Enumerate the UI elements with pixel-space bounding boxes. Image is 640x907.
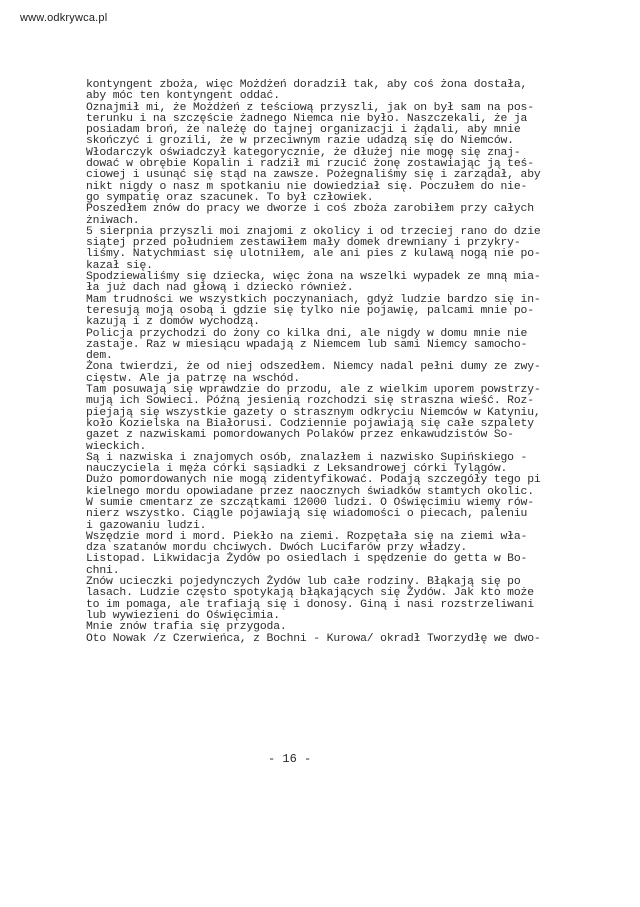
- text-line: dować w obrębie Kopalin i radził mi rzucić żonę zostawiając ją teś-: [86, 158, 534, 171]
- text-line: dza szatanów mordu chciwych. Dwóch Lucifarów przy władzy.: [86, 542, 468, 555]
- text-line: wieckich.: [86, 440, 147, 453]
- text-line: Mam trudności we wszystkich poczynaniach, gdyż ludzie bardzo się in-: [86, 293, 541, 306]
- text-line: gazet z nazwiskami pomordowanych Polaków przez enkawudzistów So-: [86, 429, 514, 442]
- text-line: nierz wszystko. Ciągle pojawiają się wiadomości o piecach, paleniu: [86, 508, 528, 521]
- text-line: go sympatię oraz szacunek. To był człowiek.: [86, 191, 374, 204]
- text-line: żniwach.: [86, 214, 140, 227]
- text-line: Listopad. Likwidacja Żydów po osiedlach i spędzenie do getta w Bo-: [86, 553, 528, 566]
- text-line: kazał się.: [86, 259, 153, 272]
- text-line: Oznajmił mi, że Możdżeń z teściową przyszli, jak on był sam na pos-: [86, 101, 534, 114]
- text-line: kazują i z domów wychodzą.: [86, 316, 260, 329]
- site-watermark: www.odkrywca.pl: [20, 12, 108, 24]
- text-line: ciowej i usunąć się stąd na zawsze. Pożegnaliśmy się i zarządał, aby: [86, 169, 541, 182]
- text-line: terunku i na szczęście żadnego Niemca nie było. Naszczekali, że ja: [86, 112, 528, 125]
- text-line: lub wywiezieni do Oświęcimia.: [86, 609, 280, 622]
- text-line: cięstw. Ale ja patrzę na wschód.: [86, 372, 300, 385]
- text-line: to im pomaga, ale trafiają się i donosy. Giną i nasi rozstrzeliwani: [86, 598, 534, 611]
- text-line: Żona twierdzi, że od niej odszedłem. Niemcy nadal pełni dumy ze zwy-: [86, 361, 541, 374]
- text-line: Dużo pomordowanych nie mogą zidentyfikować. Podają szczegóły tego pi: [86, 474, 541, 487]
- text-line: kielnego mordu opowiadane przez naocznych świadków stamtych okolic.: [86, 485, 534, 498]
- page-number: - 16 -: [268, 752, 312, 766]
- text-line: ła już dach nad głową i dziecko również.: [86, 282, 354, 295]
- text-line: nikt nigdy o nasz m spotkaniu nie dowiedział się. Poczułem do nie-: [86, 180, 528, 193]
- text-line: posiadam broń, że należę do tajnej organizacji i żądali, aby mnie: [86, 124, 521, 137]
- text-line: siątej przed południem zestawiłem mały domek drewniany i przykry-: [86, 237, 521, 250]
- text-line: Poszedłem znów do pracy we dworze i coś zboża zarobiłem przy całych: [86, 203, 534, 216]
- text-line: mują ich Sowieci. Późną jesienią rozchodzi się straszna wieść. Roz-: [86, 395, 534, 408]
- text-line: Tam posuwają się wprawdzie do przodu, ale z wielkim uporem powstrzy-: [86, 384, 541, 397]
- text-line: skończyć i grozili, że w przeciwnym razie udadzą się do Niemców.: [86, 135, 514, 148]
- text-line: teresują moją osobą i gdzie się tylko nie pojawię, palcami mnie po-: [86, 304, 534, 317]
- text-line: 5 sierpnia przyszli moi znajomi z okolicy i od trzeciej rano do dzie: [86, 225, 541, 238]
- text-line: Włodarczyk oświadczył kategorycznie, że dłużej nie mogę się znaj-: [86, 146, 521, 159]
- text-line: kontyngent zboża, więc Możdżeń doradził tak, aby coś żona dostała,: [86, 79, 528, 91]
- text-line: dem.: [86, 350, 113, 363]
- text-line: nauczyciela i męża córki sąsiadki z Leksandrowej córki Tylągów.: [86, 463, 508, 476]
- text-line: aby móc ten kontyngent oddać.: [86, 90, 280, 103]
- text-line: W sumie cmentarz ze szczątkami 12000 ludzi. O Oświęcimiu wiemy rów-: [86, 496, 534, 509]
- text-line: zastaje. Raz w miesiącu wpadają z Niemcem lub sami Niemcy samocho-: [86, 338, 528, 351]
- text-line: lasach. Ludzie często spotykają błąkających się Żydów. Jak kto może: [86, 587, 534, 600]
- text-line: Mnie znów trafia się przygoda.: [86, 621, 287, 634]
- text-line: i gazowaniu ludzi.: [86, 519, 207, 532]
- text-line: koło Kozielska na Białorusi. Codziennie pojawiają się całe szpalety: [86, 417, 534, 430]
- text-line: piejają się wszystkie gazety o strasznym odkryciu Niemców w Katyniu,: [86, 406, 541, 419]
- text-line: Spodziewaliśmy się dziecka, więc żona na wszelki wypadek ze mną mia-: [86, 271, 541, 284]
- text-line: Są i nazwiska i znajomych osób, znalazłem i nazwisko Supińskiego -: [86, 451, 528, 464]
- text-line: Wszędzie mord i mord. Piekło na ziemi. Rozpętała się na ziemi wła-: [86, 530, 528, 543]
- text-line: Policja przychodzi do żony co kilka dni, ale nigdy w domu mnie nie: [86, 327, 528, 340]
- text-line: chni.: [86, 564, 120, 577]
- text-line: Oto Nowak /z Czerwieńca, z Bochni - Kurowa/ okradł Tworzydłę we dwo-: [86, 632, 541, 645]
- text-line: Znów ucieczki pojedynczych Żydów lub całe rodziny. Błąkają się po: [86, 576, 521, 589]
- typescript-page-body: [86, 80, 626, 645]
- text-line: liśmy. Natychmiast się ulotniłem, ale ani pies z kulawą nogą nie po-: [86, 248, 541, 261]
